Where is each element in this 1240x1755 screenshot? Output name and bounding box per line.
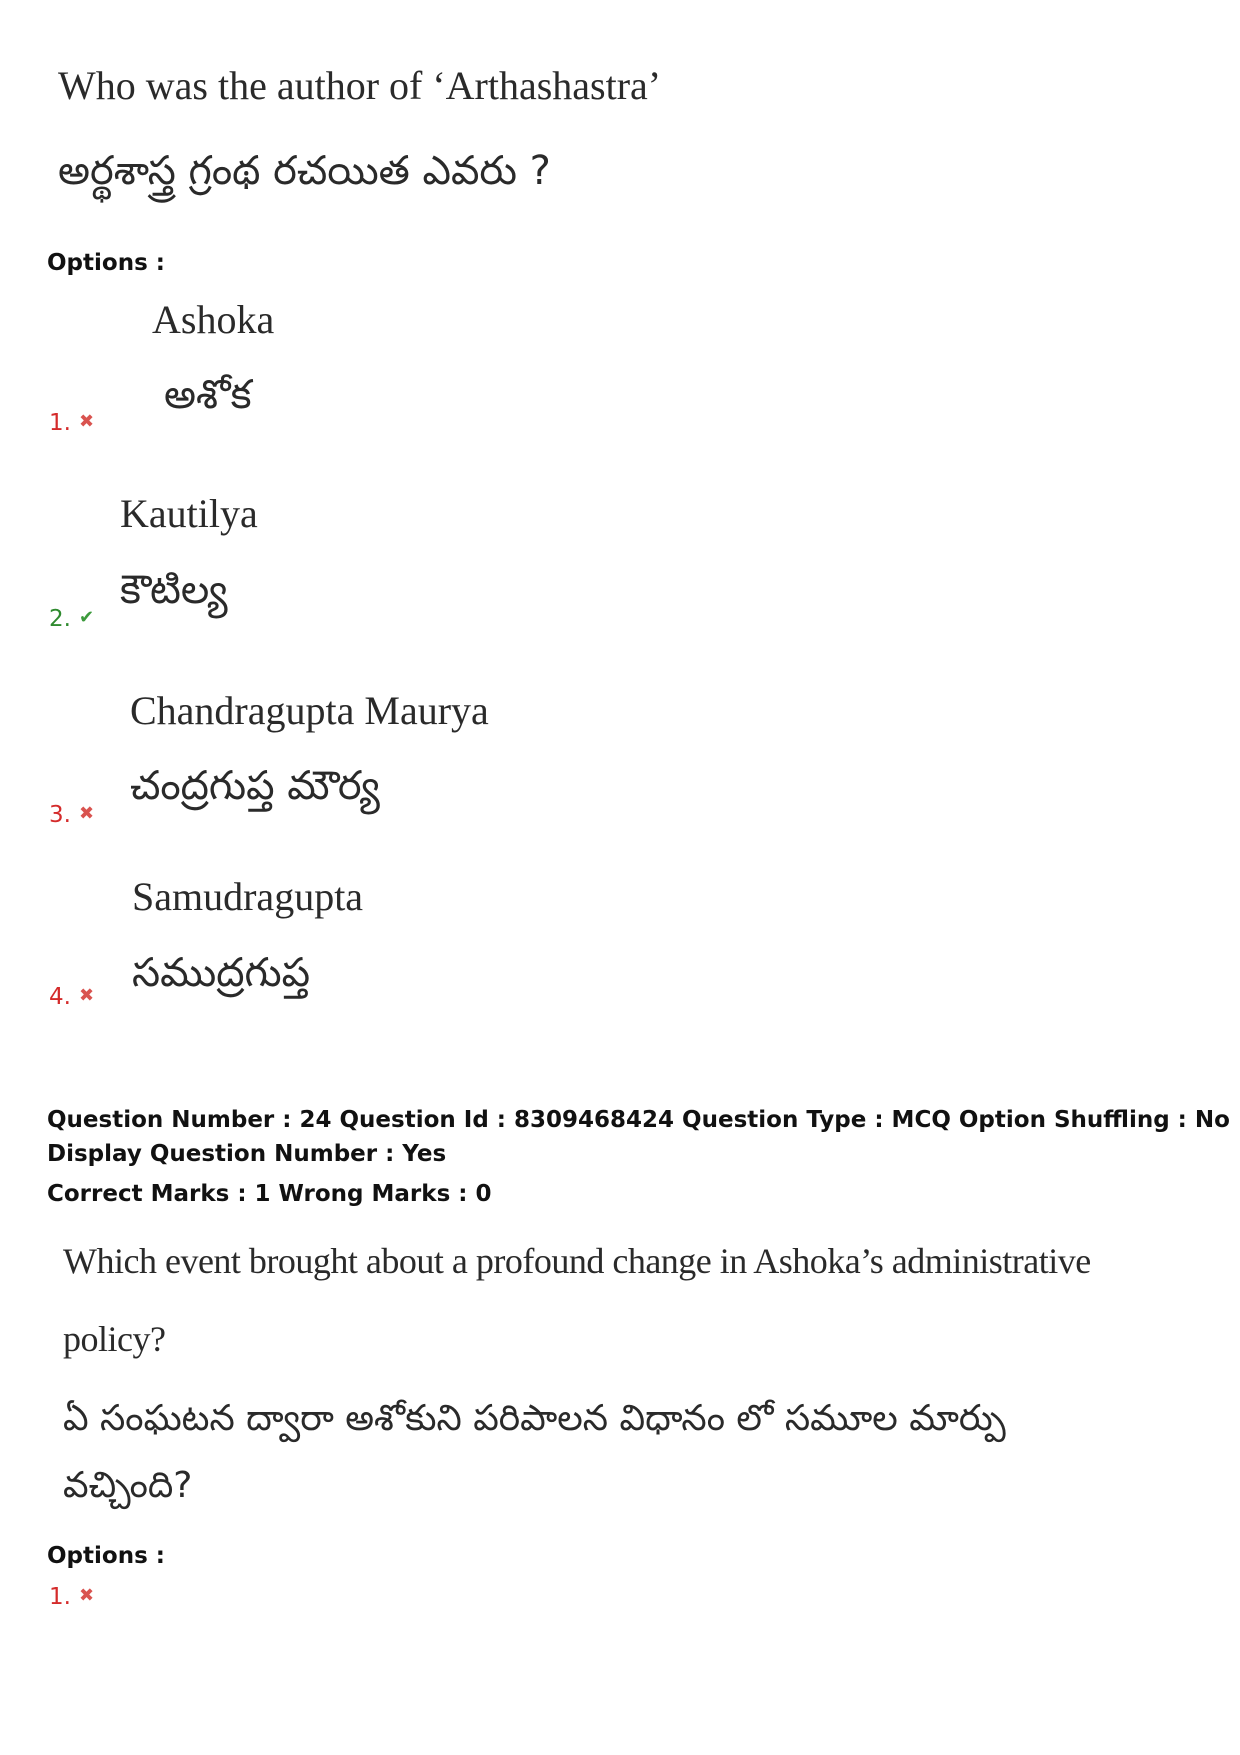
options-label: Options : <box>47 250 165 276</box>
question-2-option-1-number[interactable] <box>49 1584 94 1610</box>
option-3-text-english: Chandragupta Maurya <box>130 688 489 733</box>
question-2-text-english-line2: policy? <box>63 1319 166 1359</box>
option-1-text-telugu: అశోక <box>164 372 252 418</box>
option-number-label: 4. <box>49 984 71 1010</box>
question-2-text-telugu-line2: వచ్చింది? <box>63 1465 193 1506</box>
cross-icon: ✖ <box>78 803 95 824</box>
option-2-text-telugu: కౌటిల్య <box>120 567 228 613</box>
question-text-english: Who was the author of ‘Arthashastra’ <box>58 63 662 108</box>
option-number-label: 3. <box>49 802 71 828</box>
question-meta-marks: Correct Marks : 1 Wrong Marks : 0 <box>47 1181 492 1207</box>
check-icon: ✔ <box>78 607 95 628</box>
question-2-text-english-line1: Which event brought about a profound change in Ashoka’s administrative <box>63 1241 1091 1281</box>
question-text-telugu: అర్థశాస్త్ర గ్రంథ రచయిత ఎవరు ? <box>58 148 551 194</box>
option-4-text-telugu: సముద్రగుప్త <box>132 950 311 996</box>
cross-icon: ✖ <box>78 985 95 1006</box>
option-3-number[interactable] <box>49 802 94 828</box>
option-3-text-telugu: చంద్రగుప్త మౌర్య <box>130 763 380 809</box>
question-meta-line: Question Number : 24 Question Id : 8309468424 Question Type : MCQ Option Shuffling : No <box>47 1107 1230 1133</box>
option-number-label: 2. <box>49 606 71 632</box>
option-4-text-english: Samudragupta <box>132 874 364 919</box>
option-1-text-english: Ashoka <box>152 297 275 342</box>
question-2-text-telugu-line1: ఏ సంఘటన ద్వారా అశోకుని పరిపాలన విధానం లో సమూల మార్పు <box>63 1398 1006 1439</box>
question-meta-display: Display Question Number : Yes <box>47 1141 447 1167</box>
options-label: Options : <box>47 1543 165 1569</box>
option-2-number[interactable] <box>49 606 94 632</box>
option-2-text-english: Kautilya <box>120 491 258 536</box>
cross-icon: ✖ <box>78 411 95 432</box>
option-number-label: 1. <box>49 410 71 436</box>
option-number-label: 1. <box>49 1584 71 1610</box>
cross-icon: ✖ <box>78 1585 95 1606</box>
option-4-number[interactable] <box>49 984 94 1010</box>
option-1-number[interactable] <box>49 410 94 436</box>
